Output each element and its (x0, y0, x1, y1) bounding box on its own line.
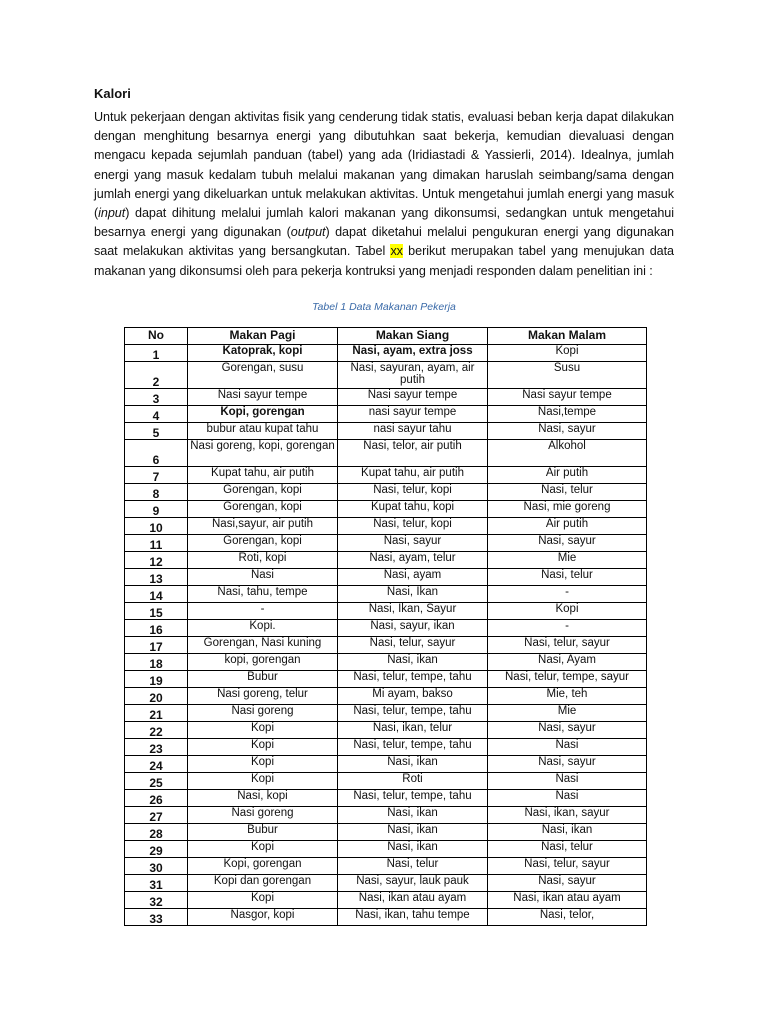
cell-no: 23 (125, 739, 188, 756)
cell-no: 19 (125, 671, 188, 688)
cell-makan-malam: Mie, teh (488, 688, 647, 705)
cell-makan-pagi: Roti, kopi (188, 552, 338, 569)
table-row (125, 875, 647, 892)
table-row (125, 824, 647, 841)
cell-makan-siang: Nasi, ayam, extra joss (338, 345, 488, 362)
header-no: No (125, 328, 188, 345)
table-row (125, 722, 647, 739)
highlighted-placeholder: xx (390, 244, 403, 259)
cell-no: 14 (125, 586, 188, 603)
cell-makan-siang: Nasi, Ikan, Sayur (338, 603, 488, 620)
cell-no: 1 (125, 345, 188, 362)
cell-makan-siang: Nasi, telur, sayur (338, 637, 488, 654)
paragraph-text: Untuk pekerjaan dengan aktivitas fisik yang cenderung tidak statis, evaluasi beban kerja dapat dilakukan dengan menghitung besarnya energi yang dibutuhkan saat bekerja, kemudian dievaluasi dengan mengacu kepada sejumlah panduan (tabel) yang ada (Iridiastadi & Yassierli, 2014). Idealnya, jumlah energi yang masuk kedalam tubuh melalui makanan yang dimakan haruslah seimbang/sama dengan jumlah energi yang dikeluarkan untuk melakukan aktivitas. Untuk mengetahui jumlah energi yang masuk ( (94, 110, 674, 221)
cell-makan-siang: Nasi, sayuran, ayam, air putih (338, 362, 488, 389)
table-row (125, 671, 647, 688)
cell-makan-malam: - (488, 620, 647, 637)
cell-makan-malam: Air putih (488, 518, 647, 535)
cell-no: 8 (125, 484, 188, 501)
cell-makan-pagi: - (188, 603, 338, 620)
cell-makan-malam: Nasi, ikan atau ayam (488, 892, 647, 909)
cell-no: 13 (125, 569, 188, 586)
header-makan-pagi: Makan Pagi (188, 328, 338, 345)
cell-makan-malam: Nasi (488, 739, 647, 756)
cell-makan-siang: Nasi, ikan (338, 654, 488, 671)
cell-no: 32 (125, 892, 188, 909)
cell-makan-siang: nasi sayur tempe (338, 406, 488, 423)
cell-makan-siang: Nasi, ikan (338, 841, 488, 858)
cell-makan-siang: nasi sayur tahu (338, 423, 488, 440)
cell-makan-pagi: Nasi goreng (188, 705, 338, 722)
table-row (125, 603, 647, 620)
cell-makan-malam: Nasi,tempe (488, 406, 647, 423)
paragraph-italic-term: input (98, 206, 126, 221)
cell-makan-siang: Roti (338, 773, 488, 790)
cell-no: 15 (125, 603, 188, 620)
cell-makan-siang: Nasi, telor, air putih (338, 440, 488, 467)
table-header-row (125, 328, 647, 345)
cell-makan-pagi: Kopi (188, 722, 338, 739)
cell-makan-pagi: Kopi dan gorengan (188, 875, 338, 892)
cell-makan-malam: Nasi, telur, sayur (488, 637, 647, 654)
cell-makan-pagi: Kupat tahu, air putih (188, 467, 338, 484)
table-row (125, 892, 647, 909)
cell-makan-siang: Nasi, ikan (338, 756, 488, 773)
cell-makan-malam: Nasi (488, 790, 647, 807)
cell-makan-malam: Nasi, telur, sayur (488, 858, 647, 875)
table-row (125, 807, 647, 824)
cell-no: 28 (125, 824, 188, 841)
cell-makan-malam: Mie (488, 705, 647, 722)
cell-makan-malam: Nasi, ikan, sayur (488, 807, 647, 824)
cell-makan-pagi: Nasi, tahu, tempe (188, 586, 338, 603)
cell-no: 12 (125, 552, 188, 569)
table-row (125, 467, 647, 484)
cell-no: 2 (125, 362, 188, 389)
cell-makan-siang: Nasi, ikan atau ayam (338, 892, 488, 909)
cell-makan-siang: Nasi, telur, tempe, tahu (338, 739, 488, 756)
table-row (125, 586, 647, 603)
cell-makan-siang: Nasi, ayam (338, 569, 488, 586)
cell-no: 5 (125, 423, 188, 440)
cell-makan-pagi: Kopi (188, 841, 338, 858)
cell-no: 10 (125, 518, 188, 535)
cell-makan-malam: Nasi, telur (488, 569, 647, 586)
cell-makan-malam: Nasi, ikan (488, 824, 647, 841)
cell-makan-pagi: Kopi (188, 773, 338, 790)
cell-makan-siang: Kupat tahu, air putih (338, 467, 488, 484)
table-row (125, 569, 647, 586)
cell-makan-siang: Nasi, ikan, telur (338, 722, 488, 739)
table-row (125, 688, 647, 705)
cell-no: 17 (125, 637, 188, 654)
cell-makan-siang: Nasi, telur (338, 858, 488, 875)
table-row (125, 389, 647, 406)
cell-makan-siang: Nasi sayur tempe (338, 389, 488, 406)
table-row (125, 535, 647, 552)
table-row (125, 484, 647, 501)
table-row (125, 552, 647, 569)
cell-makan-pagi: Nasi goreng (188, 807, 338, 824)
cell-makan-siang: Nasi, sayur, ikan (338, 620, 488, 637)
cell-makan-siang: Mi ayam, bakso (338, 688, 488, 705)
cell-no: 7 (125, 467, 188, 484)
cell-no: 18 (125, 654, 188, 671)
cell-makan-siang: Nasi, Ikan (338, 586, 488, 603)
cell-makan-siang: Nasi, sayur, lauk pauk (338, 875, 488, 892)
cell-makan-siang: Nasi, telur, tempe, tahu (338, 790, 488, 807)
cell-makan-pagi: Kopi, gorengan (188, 406, 338, 423)
cell-no: 30 (125, 858, 188, 875)
table-row (125, 620, 647, 637)
table-row (125, 858, 647, 875)
cell-makan-siang: Nasi, sayur (338, 535, 488, 552)
cell-no: 22 (125, 722, 188, 739)
cell-makan-pagi: Kopi (188, 892, 338, 909)
cell-makan-pagi: Kopi (188, 739, 338, 756)
cell-makan-malam: Nasi, sayur (488, 756, 647, 773)
cell-makan-malam: Nasi, sayur (488, 722, 647, 739)
cell-makan-malam: Nasi, Ayam (488, 654, 647, 671)
cell-makan-siang: Nasi, telur, kopi (338, 484, 488, 501)
cell-makan-malam: Nasi, mie goreng (488, 501, 647, 518)
cell-makan-pagi: Gorengan, kopi (188, 535, 338, 552)
cell-makan-siang: Nasi, ayam, telur (338, 552, 488, 569)
table-row (125, 518, 647, 535)
cell-makan-pagi: Kopi. (188, 620, 338, 637)
paragraph-text: ) dapat dihitung melalui jumlah kalori makanan yang dikonsumsi, sedangkan untuk mengetahui besarnya energi yang digunakan ( (94, 206, 674, 240)
cell-makan-malam: Susu (488, 362, 647, 389)
cell-makan-malam: Nasi, sayur (488, 875, 647, 892)
cell-no: 16 (125, 620, 188, 637)
paragraph-italic-term: output (290, 225, 326, 240)
cell-makan-malam: Nasi sayur tempe (488, 389, 647, 406)
table-row (125, 637, 647, 654)
table-row (125, 739, 647, 756)
cell-makan-pagi: Nasi sayur tempe (188, 389, 338, 406)
cell-makan-malam: Nasi, telur (488, 484, 647, 501)
cell-makan-malam: Air putih (488, 467, 647, 484)
table-row (125, 345, 647, 362)
cell-makan-pagi: Bubur (188, 824, 338, 841)
cell-makan-pagi: Nasi goreng, kopi, gorengan (188, 440, 338, 467)
section-heading: Kalori (94, 86, 131, 101)
cell-no: 3 (125, 389, 188, 406)
table-row (125, 909, 647, 926)
cell-makan-pagi: Gorengan, kopi (188, 484, 338, 501)
cell-makan-siang: Nasi, ikan (338, 824, 488, 841)
cell-makan-siang: Kupat tahu, kopi (338, 501, 488, 518)
cell-makan-pagi: Gorengan, susu (188, 362, 338, 389)
table-row (125, 773, 647, 790)
cell-makan-malam: Nasi, telur (488, 841, 647, 858)
body-paragraph (94, 108, 674, 281)
table-row (125, 705, 647, 722)
table-row (125, 756, 647, 773)
cell-makan-malam: Nasi, sayur (488, 423, 647, 440)
cell-makan-siang: Nasi, telur, kopi (338, 518, 488, 535)
cell-makan-malam: Kopi (488, 603, 647, 620)
cell-makan-siang: Nasi, ikan, tahu tempe (338, 909, 488, 926)
cell-no: 20 (125, 688, 188, 705)
cell-no: 11 (125, 535, 188, 552)
cell-no: 33 (125, 909, 188, 926)
cell-no: 6 (125, 440, 188, 467)
cell-no: 9 (125, 501, 188, 518)
cell-no: 21 (125, 705, 188, 722)
cell-makan-pagi: Katoprak, kopi (188, 345, 338, 362)
table-row (125, 501, 647, 518)
cell-makan-pagi: Nasi goreng, telur (188, 688, 338, 705)
table-caption: Tabel 1 Data Makanan Pekerja (312, 301, 456, 313)
cell-makan-pagi: Bubur (188, 671, 338, 688)
table-row (125, 841, 647, 858)
cell-makan-malam: Kopi (488, 345, 647, 362)
cell-makan-pagi: Nasgor, kopi (188, 909, 338, 926)
cell-makan-siang: Nasi, ikan (338, 807, 488, 824)
header-makan-malam: Makan Malam (488, 328, 647, 345)
table-body (125, 345, 647, 926)
cell-makan-malam: Nasi, sayur (488, 535, 647, 552)
cell-makan-pagi: Kopi, gorengan (188, 858, 338, 875)
table-row (125, 790, 647, 807)
cell-makan-malam: Nasi, telur, tempe, sayur (488, 671, 647, 688)
cell-no: 26 (125, 790, 188, 807)
cell-makan-pagi: Nasi, kopi (188, 790, 338, 807)
cell-makan-pagi: kopi, gorengan (188, 654, 338, 671)
table-row (125, 406, 647, 423)
cell-makan-malam: Nasi, telor, (488, 909, 647, 926)
table-row (125, 440, 647, 467)
cell-makan-malam: - (488, 586, 647, 603)
food-data-table (124, 327, 647, 926)
cell-no: 25 (125, 773, 188, 790)
cell-no: 24 (125, 756, 188, 773)
paragraph-text: ) dapat diketahui melalui pengukuran energi yang digunakan saat melakukan aktivitas yang bersangkutan. Tabel (94, 225, 674, 259)
cell-makan-malam: Alkohol (488, 440, 647, 467)
cell-makan-malam: Mie (488, 552, 647, 569)
cell-makan-pagi: bubur atau kupat tahu (188, 423, 338, 440)
paragraph-text: berikut merupakan tabel yang menujukan data makanan yang dikonsumsi oleh para pekerja kontruksi yang menjadi responden dalam penelitian ini : (94, 244, 675, 278)
cell-no: 4 (125, 406, 188, 423)
table-row (125, 362, 647, 389)
cell-makan-pagi: Kopi (188, 756, 338, 773)
cell-makan-siang: Nasi, telur, tempe, tahu (338, 705, 488, 722)
table-row (125, 423, 647, 440)
cell-makan-malam: Nasi (488, 773, 647, 790)
cell-makan-siang: Nasi, telur, tempe, tahu (338, 671, 488, 688)
header-makan-siang: Makan Siang (338, 328, 488, 345)
cell-makan-pagi: Gorengan, Nasi kuning (188, 637, 338, 654)
cell-no: 29 (125, 841, 188, 858)
cell-no: 27 (125, 807, 188, 824)
cell-no: 31 (125, 875, 188, 892)
cell-makan-pagi: Nasi (188, 569, 338, 586)
table-row (125, 654, 647, 671)
cell-makan-pagi: Gorengan, kopi (188, 501, 338, 518)
cell-makan-pagi: Nasi,sayur, air putih (188, 518, 338, 535)
